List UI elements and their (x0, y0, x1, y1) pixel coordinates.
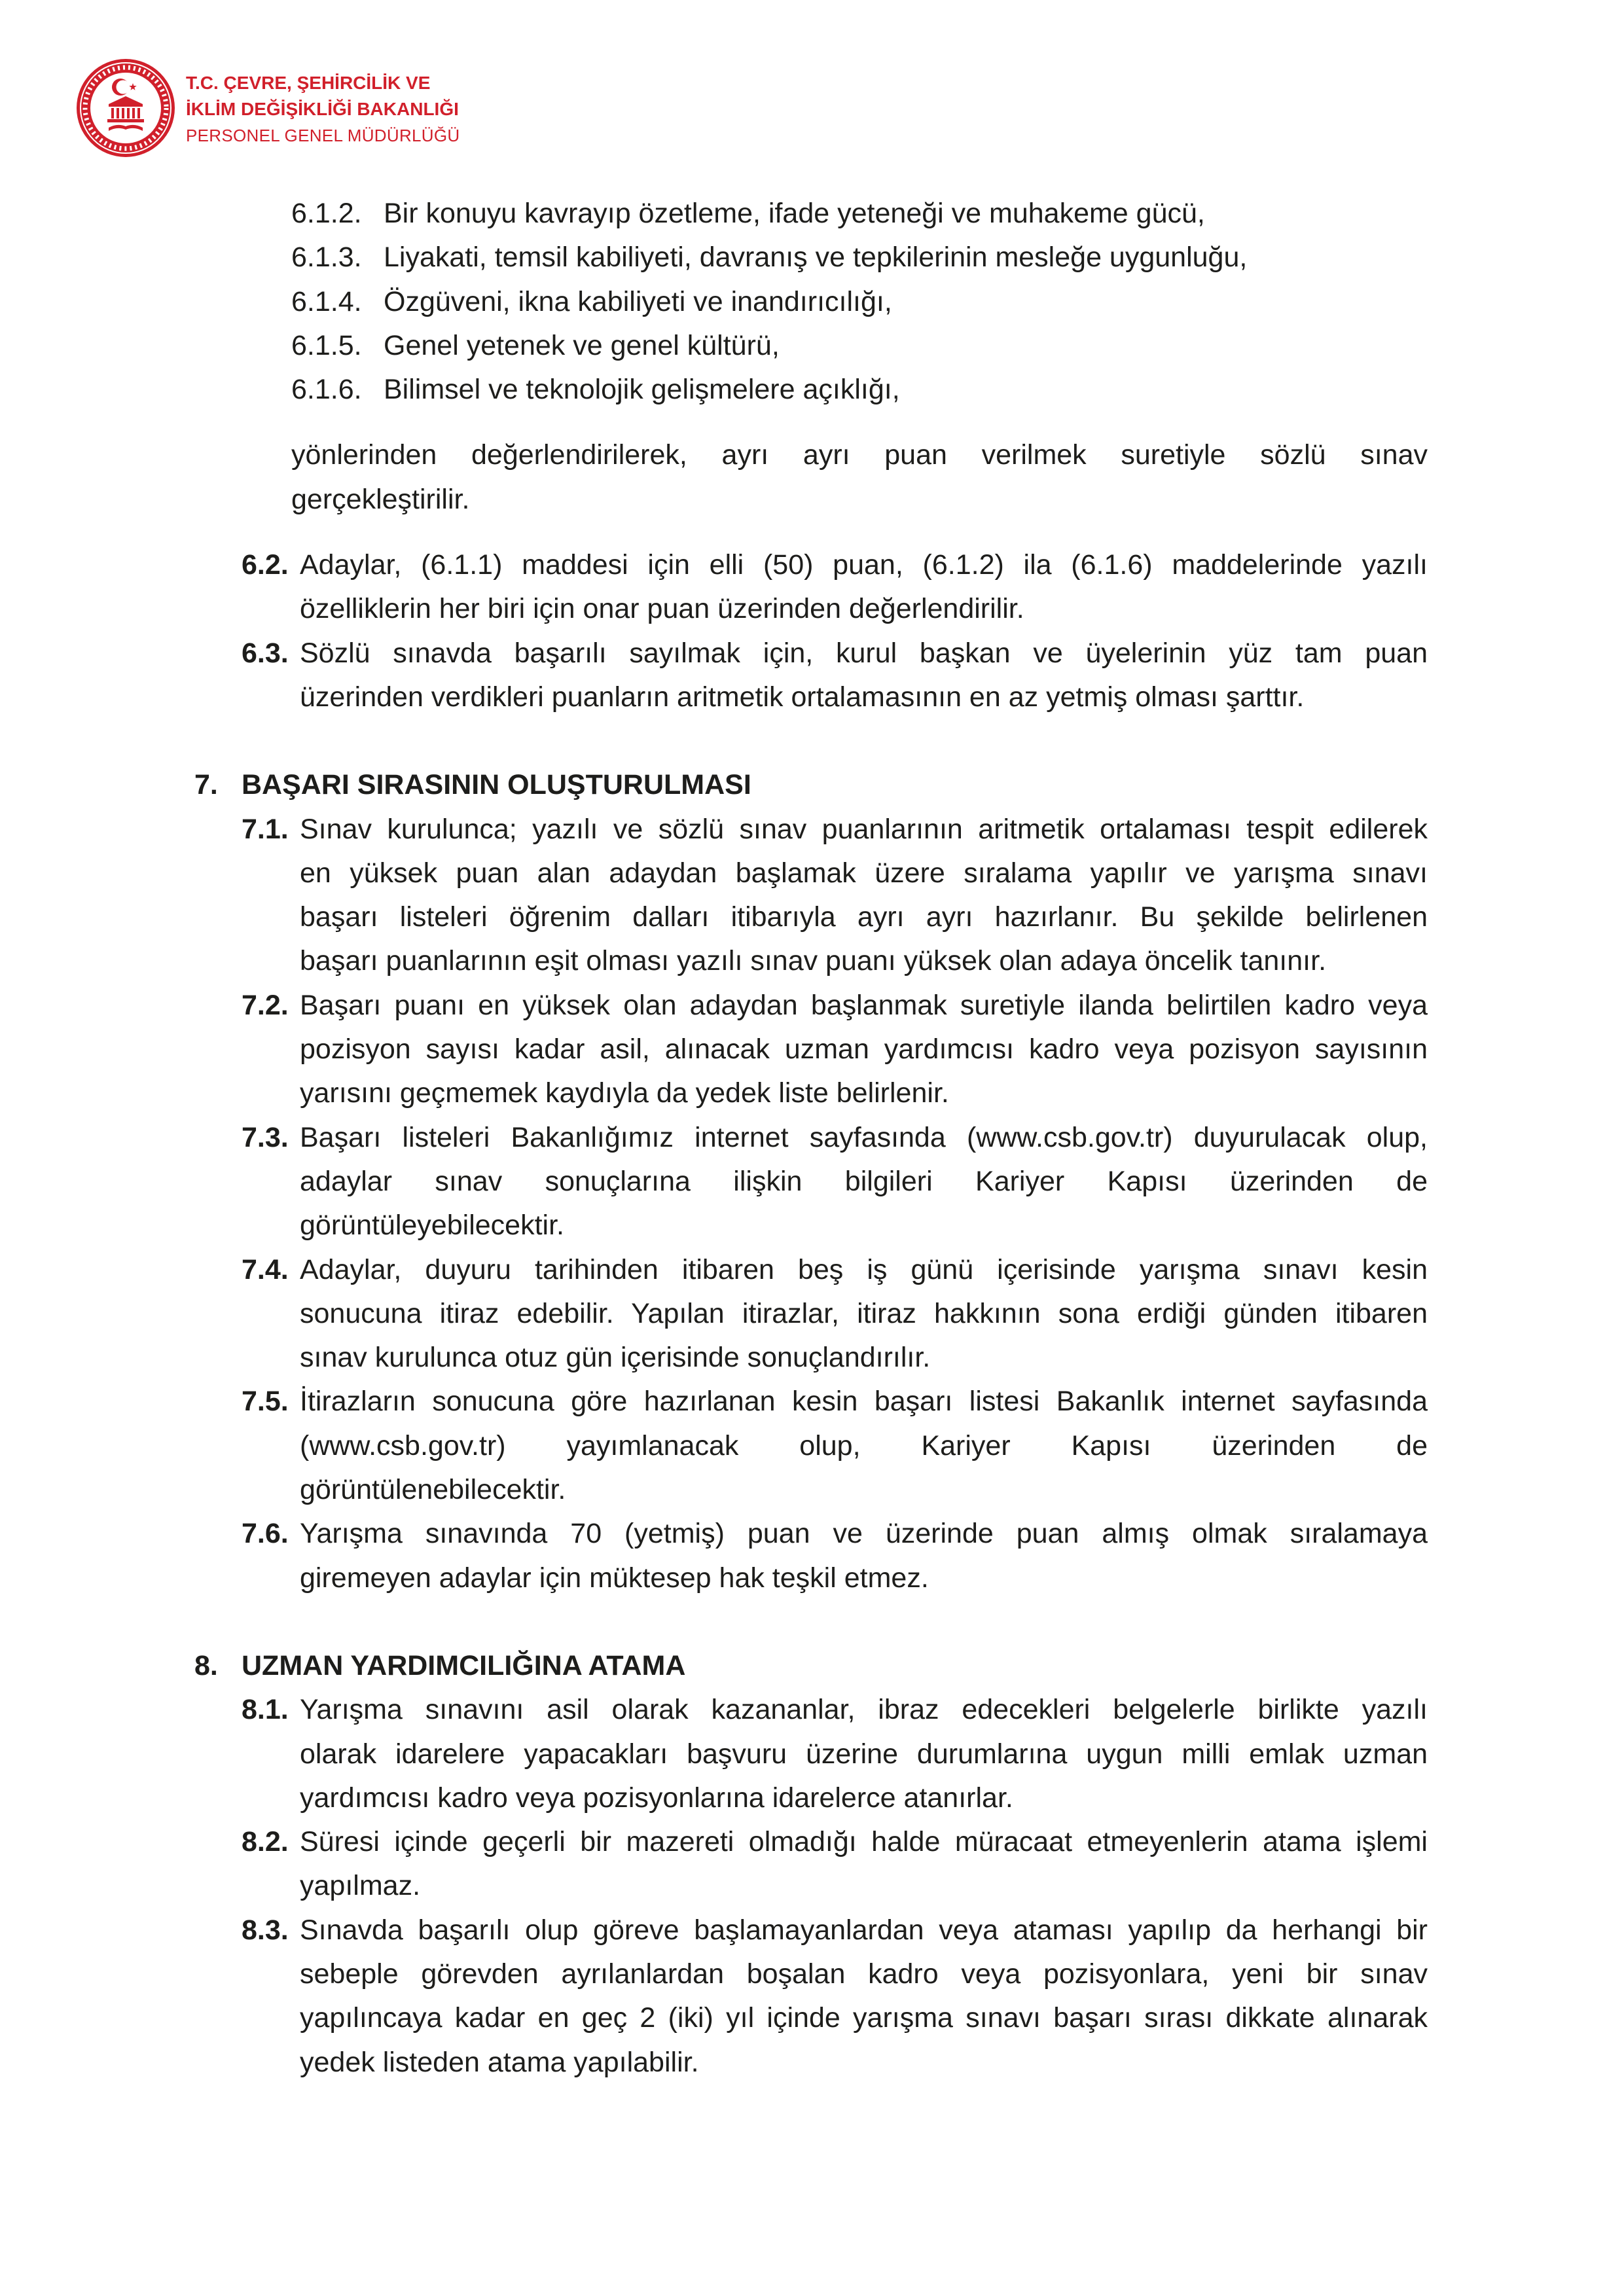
section-6-items (0, 543, 1624, 719)
criteria-conclusion (0, 433, 1428, 522)
text-line: İtirazların sonucuna göre hazırlanan kesin başarı listesi Bakanlık internet sayfasında (300, 1386, 1428, 1418)
item-number: 8.2. (242, 1826, 289, 1858)
item-7-6 (0, 1512, 1624, 1600)
item-number: 8.3. (242, 1914, 289, 1946)
criterion-text: Özgüveni, ikna kabiliyeti ve inandırıcılığı, (384, 285, 892, 317)
section-heading-8 (0, 1644, 1624, 1688)
text-line: Başarı listeleri Bakanlığımız internet sayfasında (www.csb.gov.tr) duyurulacak olup, (300, 1121, 1428, 1153)
item-text (300, 1248, 1428, 1380)
item-text (300, 632, 1428, 720)
text-line: yedek listeden atama yapılabilir. (300, 2046, 699, 2078)
item-text (300, 543, 1428, 632)
text-line: sınav kurulunca otuz gün içerisinde sonuçlandırılır. (300, 1342, 931, 1374)
section-number: 7. (194, 769, 218, 801)
text-line: yapılıncaya kadar en geç 2 (iki) yıl içinde yarışma sınavı başarı sırası dikkate alınarak (300, 2002, 1428, 2034)
item-7-3 (0, 1116, 1624, 1248)
item-7-4 (0, 1248, 1624, 1380)
text-line: yapılmaz. (300, 1870, 421, 1902)
document-body (0, 192, 1624, 2085)
text-line: Adaylar, duyuru tarihinden itibaren beş iş günü içerisinde yarışma sınavı kesin (300, 1253, 1428, 1285)
text-line: üzerinden verdikleri puanların aritmetik ortalamasının en az yetmiş olması şarttır. (300, 681, 1305, 713)
text-line: adaylar sınav sonuçlarına ilişkin bilgileri Kariyer Kapısı üzerinden de (300, 1165, 1428, 1197)
text-line: başarı listeleri öğrenim dalları itibarıyla ayrı ayrı hazırlanır. Bu şekilde belirlenen (300, 901, 1428, 933)
text-line: Sınav kurulunca; yazılı ve sözlü sınav puanlarının aritmetik ortalaması tespit edilerek (300, 813, 1428, 845)
ministry-header (186, 70, 460, 149)
item-number: 7.5. (242, 1386, 289, 1418)
criterion-6-1-5 (0, 324, 1624, 368)
text-line: başarı puanlarının eşit olması yazılı sınav puanı yüksek olan adaya öncelik tanınır. (300, 945, 1327, 977)
item-text (300, 1116, 1428, 1248)
text-line: sebeple görevden ayrılanlardan boşalan kadro veya pozisyonlara, yeni bir sınav (300, 1958, 1428, 1990)
text-line: Süresi içinde geçerli bir mazereti olmadığı halde müracaat etmeyenlerin atama işlemi (300, 1826, 1428, 1858)
item-text (300, 1512, 1428, 1600)
text-line: pozisyon sayısı kadar asil, alınacak uzman yardımcısı kadro veya pozisyon sayısının (300, 1033, 1428, 1066)
text-line: görüntülenebilecektir. (300, 1474, 566, 1506)
section-heading-7 (0, 763, 1624, 807)
item-number: 8.1. (242, 1694, 289, 1726)
item-7-2 (0, 984, 1624, 1116)
text-line: Başarı puanı en yüksek olan adaydan başlanmak suretiyle ilanda belirtilen kadro veya (300, 989, 1428, 1021)
item-number: 6.2. (242, 549, 289, 581)
criterion-6-1-6 (0, 368, 1624, 412)
department-name: PERSONEL GENEL MÜDÜRLÜĞÜ (186, 126, 460, 145)
item-text (300, 1688, 1428, 1820)
criterion-number: 6.1.5. (291, 329, 362, 361)
text-line: sonucuna itiraz edebilir. Yapılan itirazlar, itiraz hakkının sona erdiği günden itibaren (300, 1297, 1428, 1329)
criterion-text: Liyakati, temsil kabiliyeti, davranış ve tepkilerinin mesleğe uygunluğu, (384, 242, 1248, 274)
text-line: gerçekleştirilir. (291, 483, 470, 515)
item-number: 6.3. (242, 637, 289, 669)
item-7-1 (0, 808, 1624, 984)
item-8-1 (0, 1688, 1624, 1820)
text-line: görüntüleyebilecektir. (300, 1210, 564, 1242)
item-text (300, 808, 1428, 984)
criterion-number: 6.1.3. (291, 242, 362, 274)
criterion-text: Bir konuyu kavrayıp özetleme, ifade yeteneği ve muhakeme gücü, (384, 198, 1205, 229)
item-number: 7.1. (242, 813, 289, 845)
text-line: Sınavda başarılı olup göreve başlamayanlardan veya ataması yapılıp da herhangi bir (300, 1914, 1428, 1946)
criterion-number: 6.1.6. (291, 374, 362, 406)
section-title: BAŞARI SIRASININ OLUŞTURULMASI (242, 769, 751, 801)
item-number: 7.6. (242, 1518, 289, 1550)
text-line: giremeyen adaylar için müktesep hak teşkil etmez. (300, 1562, 929, 1594)
item-number: 7.4. (242, 1253, 289, 1285)
ministry-name-line2: İKLİM DEĞİŞİKLİĞİ BAKANLIĞI (186, 99, 459, 119)
item-6-3 (0, 632, 1624, 720)
text-line: Sözlü sınavda başarılı sayılmak için, kurul başkan ve üyelerinin yüz tam puan (300, 637, 1428, 669)
criterion-6-1-3 (0, 236, 1624, 279)
item-8-3 (0, 1909, 1624, 2085)
item-number: 7.2. (242, 989, 289, 1021)
ministry-emblem-icon (76, 58, 175, 158)
criterion-number: 6.1.4. (291, 285, 362, 317)
text-line: Yarışma sınavını asil olarak kazananlar, ibraz edecekleri belgelerle birlikte yazılı (300, 1694, 1428, 1726)
item-text (300, 1909, 1428, 2085)
ministry-name-line1: T.C. ÇEVRE, ŞEHİRCİLİK VE (186, 73, 431, 93)
item-8-2 (0, 1820, 1624, 1909)
text-line: Adaylar, (6.1.1) maddesi için elli (50) puan, (6.1.2) ila (6.1.6) maddelerinde yazılı (300, 549, 1428, 581)
criterion-text: Bilimsel ve teknolojik gelişmelere açıklığı, (384, 374, 900, 406)
item-text (300, 1380, 1428, 1512)
item-7-5 (0, 1380, 1624, 1512)
text-line: (www.csb.gov.tr) yayımlanacak olup, Kariyer Kapısı üzerinden de (300, 1429, 1428, 1462)
criterion-text: Genel yetenek ve genel kültürü, (384, 329, 780, 361)
text-line: Yarışma sınavında 70 (yetmiş) puan ve üzerinde puan almış olmak sıralamaya (300, 1518, 1428, 1550)
item-text (300, 1820, 1428, 1909)
section-number: 8. (194, 1649, 218, 1681)
text-line: en yüksek puan alan adaydan başlamak üzere sıralama yapılır ve yarışma sınavı (300, 857, 1428, 889)
criterion-6-1-4 (0, 280, 1624, 324)
text-line: yarısını geçmemek kaydıyla da yedek liste belirlenir. (300, 1077, 949, 1109)
text-line: özelliklerin her biri için onar puan üzerinden değerlendirilir. (300, 593, 1024, 625)
item-6-2 (0, 543, 1624, 632)
text-line: yardımcısı kadro veya pozisyonlarına idarelerce atanırlar. (300, 1782, 1013, 1814)
text-line: olarak idarelere yapacakları başvuru üzerine durumlarına uygun milli emlak uzman (300, 1738, 1428, 1770)
item-number: 7.3. (242, 1121, 289, 1153)
criterion-number: 6.1.2. (291, 198, 362, 229)
item-text (300, 984, 1428, 1116)
section-title: UZMAN YARDIMCILIĞINA ATAMA (242, 1649, 686, 1681)
text-line: yönlerinden değerlendirilerek, ayrı ayrı puan verilmek suretiyle sözlü sınav (291, 439, 1428, 471)
criterion-6-1-2 (0, 192, 1624, 236)
